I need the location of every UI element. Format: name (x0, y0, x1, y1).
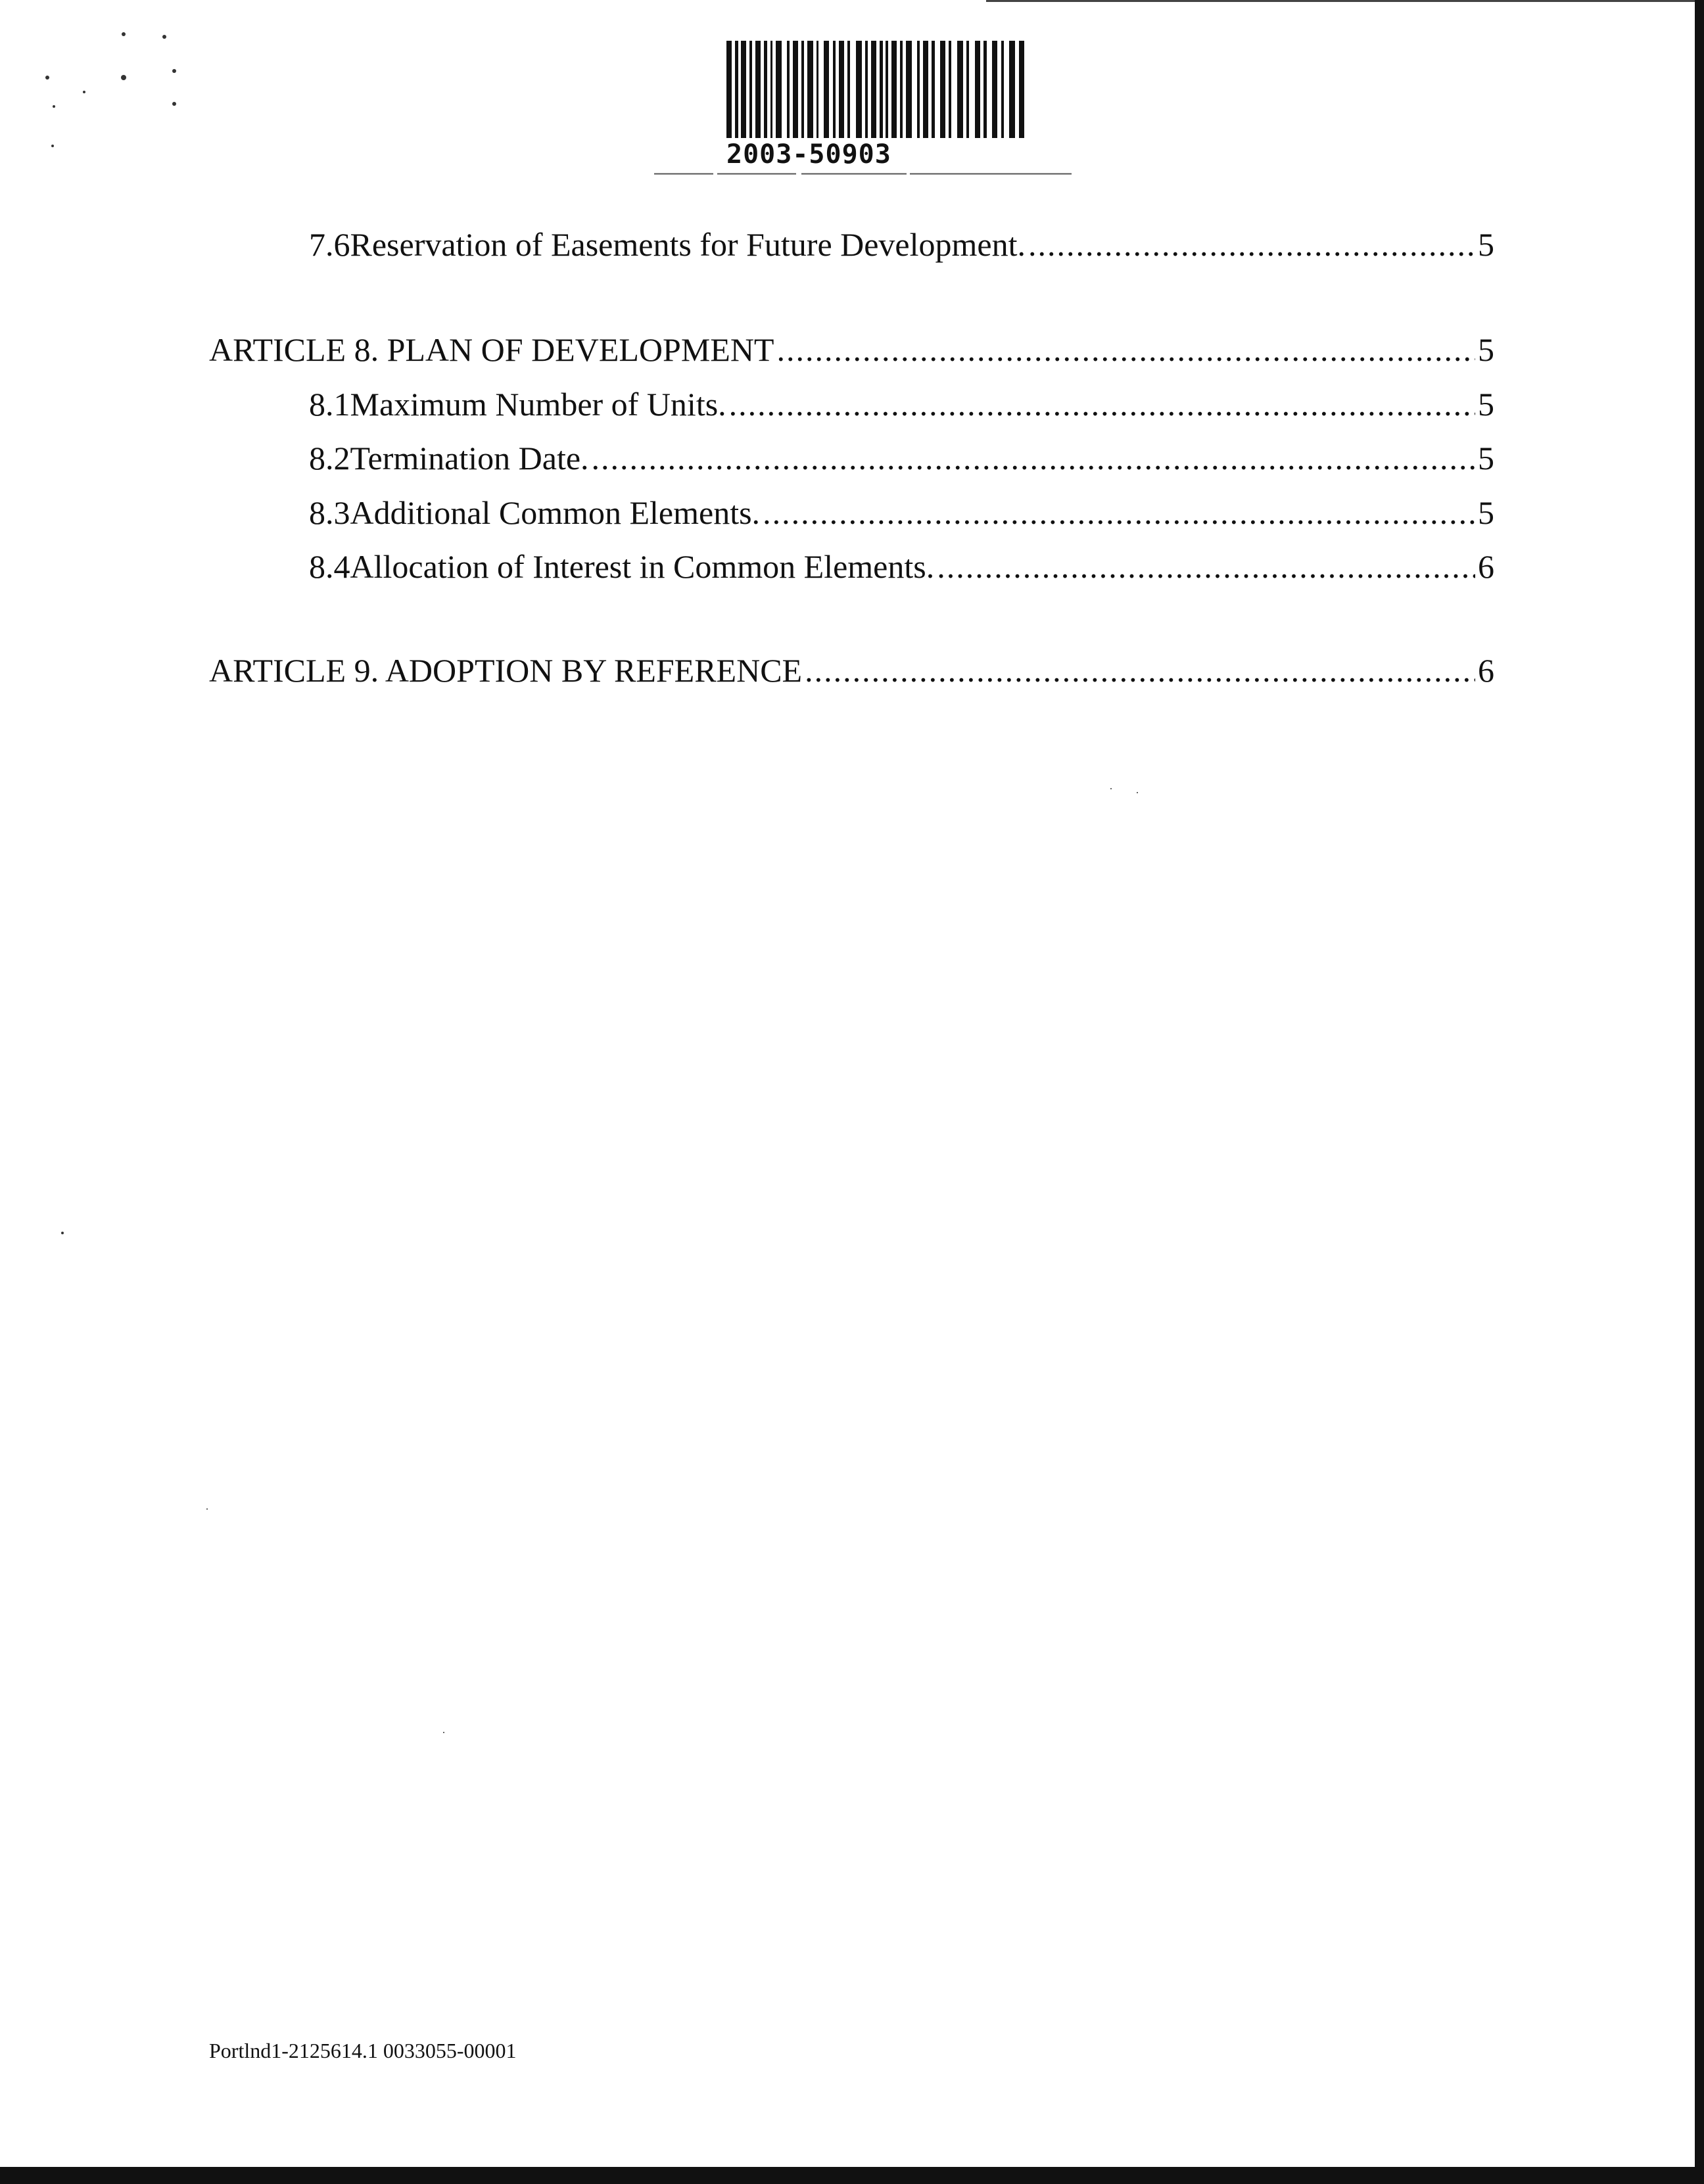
toc-dot-leader (776, 330, 1475, 369)
scan-edge-right (1695, 0, 1704, 2184)
toc-page-number: 5 (1478, 226, 1494, 263)
toc-section-number: 8.1 (309, 386, 350, 423)
barcode-number: 2003-50903 (726, 139, 891, 170)
toc-entry-article-8 (209, 330, 1494, 369)
toc-dot-leader (1028, 225, 1475, 264)
toc-section-number: 8.3 (309, 494, 350, 531)
scan-edge-top (986, 0, 1704, 2)
toc-section-title: Additional Common Elements. (350, 494, 761, 531)
toc-dot-leader (763, 493, 1475, 532)
toc-page-number: 5 (1478, 440, 1494, 476)
toc-dot-leader (805, 651, 1475, 690)
footer-document-id: Portlnd1-2125614.1 0033055-00001 (209, 2039, 517, 2062)
toc-section-number: 8.4 (309, 548, 350, 585)
toc-entry-8-4 (209, 547, 1494, 586)
barcode (726, 41, 1026, 138)
toc-article-title: ARTICLE 9. ADOPTION BY REFERENCE (209, 652, 803, 689)
toc-dot-leader (592, 438, 1475, 478)
toc-entry-7-6 (209, 225, 1494, 264)
toc-article-title: ARTICLE 8. PLAN OF DEVELOPMENT (209, 331, 774, 368)
toc-entry-8-1 (209, 384, 1494, 424)
toc-section-title: Reservation of Easements for Future Development. (350, 226, 1026, 263)
toc-section-number: 8.2 (309, 440, 350, 476)
toc-page-number: 5 (1478, 386, 1494, 423)
toc-page-number: 5 (1478, 494, 1494, 531)
barcode-underline (654, 173, 1072, 175)
toc-page-number: 6 (1478, 548, 1494, 585)
toc-section-title: Termination Date. (350, 440, 589, 476)
toc-dot-leader (729, 384, 1475, 424)
toc-page-number: 6 (1478, 652, 1494, 689)
toc-entry-8-3 (209, 493, 1494, 532)
scan-edge-bottom (0, 2167, 1704, 2184)
toc-page-number: 5 (1478, 331, 1494, 368)
toc-dot-leader (937, 547, 1475, 586)
toc-entry-article-9 (209, 651, 1494, 690)
toc-section-title: Allocation of Interest in Common Elements. (350, 548, 935, 585)
toc-section-number: 7.6 (309, 226, 350, 263)
toc-entry-8-2 (209, 438, 1494, 478)
toc-section-title: Maximum Number of Units. (350, 386, 726, 423)
